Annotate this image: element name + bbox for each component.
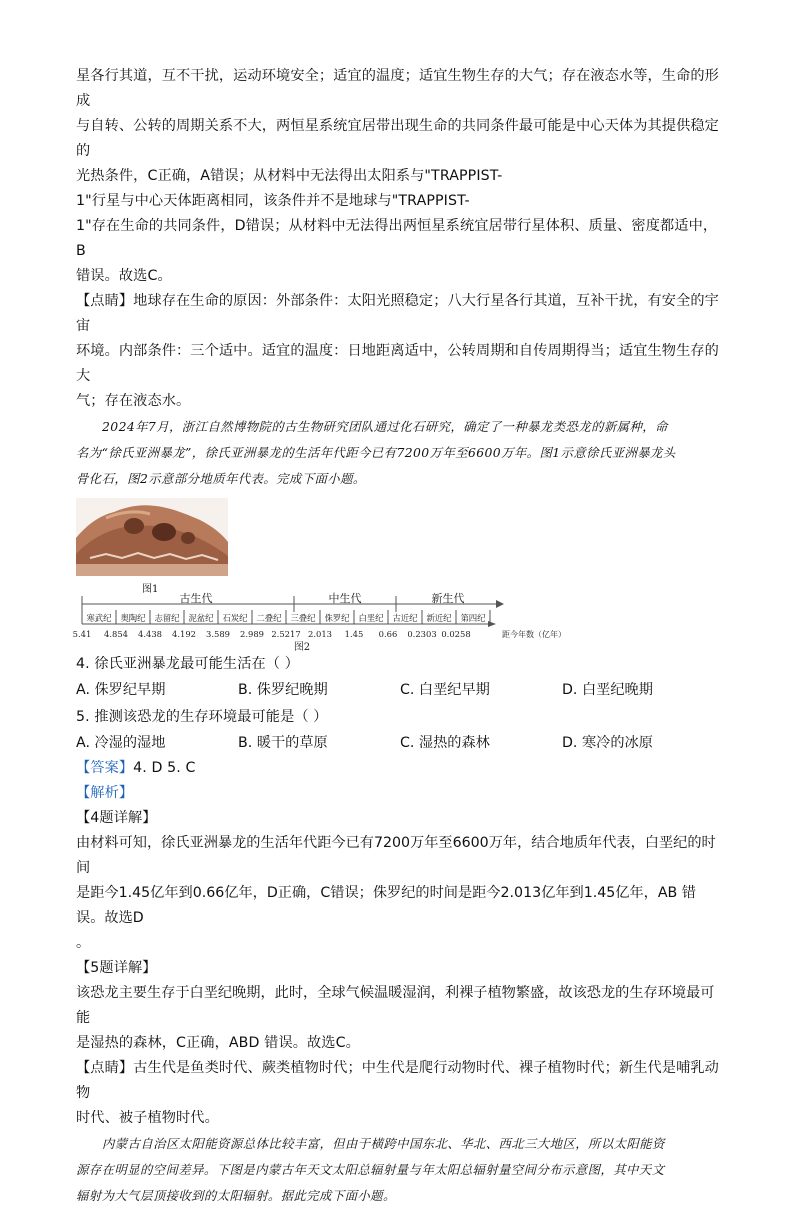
material-line: 内蒙古自治区太阳能资源总体比较丰富，但由于横跨中国东北、华北、西北三大地区，所以太阳能资 <box>102 1136 665 1151</box>
text-line: 环境。内部条件：三个适中。适宜的温度：日地距离适中，公转周期和自传周期得当；适宜生物生存的大 <box>76 343 719 384</box>
age-label: 5.41 <box>72 629 92 639</box>
text-line: 1"行星与中心天体距离相同，该条件并不是地球与"TRAPPIST- <box>76 193 470 209</box>
period-label: 三叠纪 <box>290 613 316 623</box>
text-line: 。 <box>76 935 91 951</box>
question-4-stem: 4. 徐氏亚洲暴龙最可能生活在（ ） <box>76 656 299 672</box>
text-line: 错误。故选C。 <box>76 268 172 284</box>
text-line: 是距今1.45亿年到0.66亿年，D正确，C错误；侏罗纪的时间是距今2.013亿年到1.45亿年，AB 错误。故选D <box>76 885 696 926</box>
era-label: 古生代 <box>179 592 213 605</box>
period-label: 二叠纪 <box>256 613 282 623</box>
dianjing-line <box>76 1056 722 1106</box>
dianjing-line <box>76 289 722 339</box>
text-line: 是湿热的森林，C正确，ABD 错误。故选C。 <box>76 1035 360 1051</box>
period-label: 侏罗纪 <box>324 613 350 623</box>
age-label: 2.989 <box>240 629 264 639</box>
document-page <box>72 64 722 1209</box>
option-a: A. 侏罗纪早期 <box>76 682 166 698</box>
text-line: 星各行其道，互不干扰，运动环境安全；适宜的温度；适宜生物生存的大气；存在液态水等，生命的形成 <box>76 68 719 109</box>
analysis-tag: 【解析】 <box>76 785 134 801</box>
option-b: B. 侏罗纪晚期 <box>238 682 328 698</box>
era-label: 新生代 <box>431 592 465 605</box>
answer-text: 4. D 5. C <box>133 760 196 776</box>
period-label: 泥盆纪 <box>188 613 214 623</box>
question-4-options <box>76 677 722 703</box>
q4-detail-tag: 【4题详解】 <box>76 810 157 826</box>
option-c: C. 湿热的森林 <box>400 735 490 751</box>
age-label: 4.438 <box>138 629 162 639</box>
figure2-caption: 图2 <box>293 642 311 653</box>
option-a: A. 冷湿的湿地 <box>76 735 166 751</box>
figure1-caption: 图1 <box>142 584 159 595</box>
age-label: 0.0258 <box>441 629 471 639</box>
period-label: 奥陶纪 <box>120 613 146 623</box>
dianjing-tag: 【点睛】 <box>76 1060 134 1076</box>
text-line: 光热条件，C正确，A错误；从材料中无法得出太阳系与"TRAPPIST- <box>76 168 503 184</box>
period-label: 第四纪 <box>460 613 486 623</box>
age-label: 0.2303 <box>407 629 437 639</box>
answer-line <box>76 756 722 781</box>
text-line: 该恐龙主要生存于白垩纪晚期，此时，全球气候温暖湿润，利裸子植物繁盛，故该恐龙的生存环境最可能 <box>76 985 715 1026</box>
era-label: 中生代 <box>328 592 362 605</box>
age-label: 3.589 <box>206 629 230 639</box>
dianjing-text: 地球存在生命的原因：外部条件：太阳光照稳定；八大行星各行其道，互补干扰，有安全的宇宙 <box>76 293 719 334</box>
question-5-stem: 5. 推测该恐龙的生存环境最可能是（ ） <box>76 709 328 725</box>
material-line: 辐射为大气层顶接收到的太阳辐射。据此完成下面小题。 <box>76 1188 396 1203</box>
text-line: 由材料可知，徐氏亚洲暴龙的生活年代距今已有7200万年至6600万年，结合地质年代表，白垩纪的时间 <box>76 835 716 876</box>
dianjing-text: 古生代是鱼类时代、蕨类植物时代；中生代是爬行动物时代、裸子植物时代；新生代是哺乳动物 <box>76 1060 719 1101</box>
period-label: 古近纪 <box>392 613 418 623</box>
q5-detail-tag: 【5题详解】 <box>76 960 157 976</box>
period-label: 新近纪 <box>426 613 452 623</box>
age-label: 1.45 <box>344 629 364 639</box>
period-label: 志留纪 <box>154 613 180 623</box>
option-c: C. 白垩纪早期 <box>400 682 490 698</box>
period-label: 寒武纪 <box>86 613 112 623</box>
period-label: 石炭纪 <box>222 613 248 623</box>
age-label: 0.66 <box>378 629 398 639</box>
text-line: 时代、被子植物时代。 <box>76 1110 219 1126</box>
option-b: B. 暖干的草原 <box>238 735 328 751</box>
age-label: 4.854 <box>104 629 128 639</box>
text-line: 气；存在液态水。 <box>76 393 191 409</box>
text-line: 1"存在生命的共同条件，D错误；从材料中无法得出两恒星系统宜居带行星体积、质量、密度都适中，B <box>76 218 718 259</box>
period-label: 白垩纪 <box>358 613 384 623</box>
material-line: 名为“徐氏亚洲暴龙”，徐氏亚洲暴龙的生活年代距今已有7200万年至6600万年。图1示意徐氏亚洲暴龙头 <box>76 445 676 460</box>
axis-label: 距今年数（亿年） <box>502 630 566 639</box>
age-label: 2.5217 <box>271 629 301 639</box>
figure-block <box>72 498 722 653</box>
answer-tag: 【答案】 <box>76 760 134 776</box>
option-d: D. 白垩纪晚期 <box>562 682 653 698</box>
material-line: 2024年7月，浙江自然博物院的古生物研究团队通过化石研究，确定了一种暴龙类恐龙的新属种，命 <box>102 419 668 434</box>
material-line: 骨化石，图2示意部分地质年代表。完成下面小题。 <box>76 471 366 486</box>
text-line: 与自转、公转的周期关系不大，两恒星系统宜居带出现生命的共同条件最可能是中心天体为其提供稳定的 <box>76 118 719 159</box>
question-5-options <box>76 730 722 756</box>
geologic-timeline <box>72 592 722 653</box>
dianjing-tag: 【点睛】 <box>76 293 134 309</box>
material-line: 源存在明显的空间差异。下图是内蒙古年天文太阳总辐射量与年太阳总辐射量空间分布示意图，其中天文 <box>76 1162 665 1177</box>
age-label: 2.013 <box>308 629 332 639</box>
option-d: D. 寒冷的冰原 <box>562 735 653 751</box>
age-label: 4.192 <box>172 629 196 639</box>
fossil-skull-image <box>76 498 228 576</box>
